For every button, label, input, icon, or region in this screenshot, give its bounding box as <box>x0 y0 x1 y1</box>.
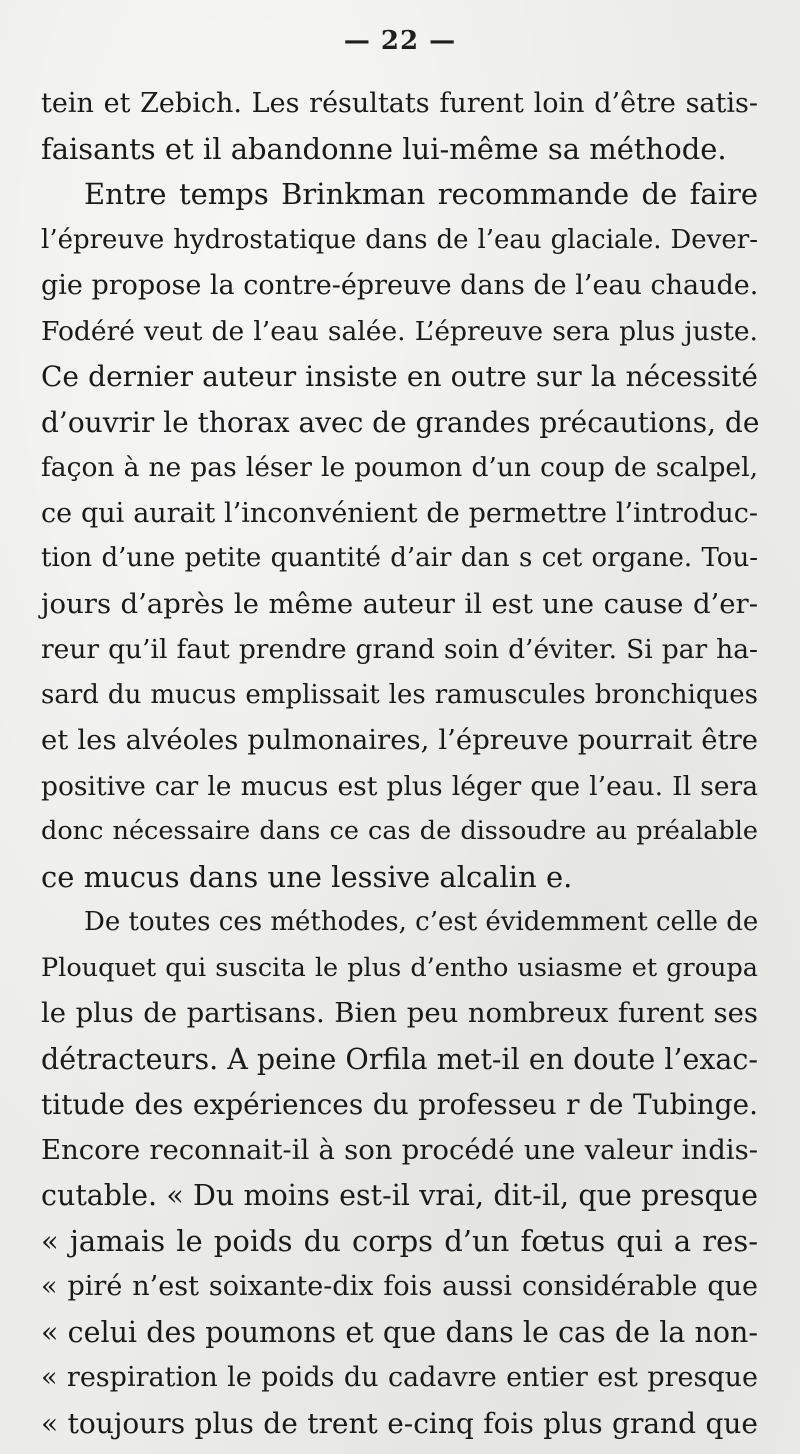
text-line: ce mucus dans une lessive alcalin e. <box>41 859 573 894</box>
text-line: cutable. « Du moins est-il vrai, dit-il, que presque <box>41 1179 758 1212</box>
text-line: donc nécessaire dans ce cas de dissoudre au préalable <box>41 816 758 846</box>
text-line: sard du mucus emplissait les ramuscules bronchiques <box>41 679 758 710</box>
text-line: Ce dernier auteur insiste en outre sur la nécessité <box>41 360 758 393</box>
text-line: tein et Zebich. Les résultats furent loin d’être satis- <box>41 88 758 119</box>
text-line: détracteurs. A peine Orfila met-il en doute l’exac- <box>41 1042 758 1076</box>
text-line: tion d’une petite quantité d’air dan s cet organe. Tou- <box>41 543 758 573</box>
text-line: façon à ne pas léser le poumon d’un coup de scalpel, <box>41 452 758 483</box>
text-line: De toutes ces méthodes, c’est évidemment celle de <box>84 907 759 937</box>
text-line: titude des expériences du professeu r de Tubinge. <box>41 1088 758 1121</box>
text-line: Entre temps Brinkman recommande de faire <box>84 177 758 211</box>
text-line: le plus de partisans. Bien peu nombreux furent ses <box>41 997 758 1029</box>
body-text <box>41 81 758 1446</box>
text-line: faisants et il abandonne lui-même sa méthode. <box>41 131 727 166</box>
text-line: reur qu’il faut prendre grand soin d’éviter. Si par ha- <box>41 634 758 665</box>
text-line: et les alvéoles pulmonaires, l’épreuve pourrait être <box>41 724 758 756</box>
text-line: gie propose la contre-épreuve dans de l’eau chaude. <box>41 270 759 301</box>
text-line: « respiration le poids du cadavre entier est presque <box>41 1362 758 1393</box>
text-line: positive car le mucus est plus léger que l’eau. Il sera <box>41 770 758 802</box>
text-line: ce qui aurait l’inconvénient de permettre l’introduc- <box>41 497 758 529</box>
text-line: « celui des poumons et que dans le cas de la non- <box>41 1315 758 1349</box>
text-line: Encore reconnait-il à son procédé une valeur indis- <box>41 1133 758 1166</box>
text-line: Fodéré veut de l’eau salée. L’épreuve sera plus juste. <box>41 315 758 347</box>
text-line: « toujours plus de trent e-cinq fois plus grand que <box>41 1406 758 1440</box>
text-line: « piré n’est soixante-dix fois aussi considérable que <box>41 1271 758 1302</box>
text-line: « jamais le poids du corps d’un fœtus qui a res- <box>41 1223 758 1258</box>
text-line: Plouquet qui suscita le plus d’entho usiasme et groupa <box>41 952 758 983</box>
text-line: jours d’après le même auteur il est une cause d’er- <box>41 587 758 620</box>
text-line: d’ouvrir le thorax avec de grandes précautions, de <box>41 405 760 439</box>
page-number: — 22 — <box>343 26 457 56</box>
text-line: l’épreuve hydrostatique dans de l’eau glaciale. Dever- <box>41 224 758 255</box>
